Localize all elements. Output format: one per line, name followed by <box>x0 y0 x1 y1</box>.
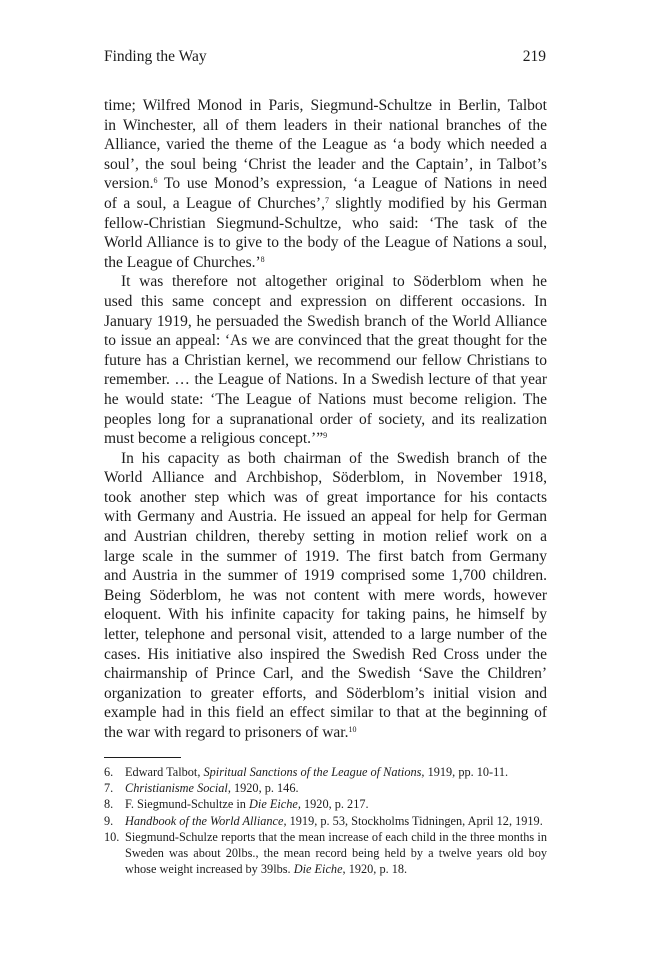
footnote <box>104 829 547 878</box>
text-run: in Winchester, all of them leaders in their national branches of the <box>104 116 547 134</box>
text-run: with Germany and Austria. He issued an appeal for help for German <box>104 508 547 526</box>
body-text <box>104 96 547 743</box>
text-line <box>104 116 547 136</box>
text-run: , 1920, p. 146. <box>227 781 299 796</box>
text-run: cases. His initiative also inspired the Swedish Red Cross under the <box>104 645 547 663</box>
paragraph <box>104 96 547 272</box>
paragraph <box>104 272 547 448</box>
footnote-number: 10. <box>104 829 120 844</box>
italic-title: Handbook of the World Alliance, <box>125 813 287 828</box>
text-run: , 1920, p. 18. <box>342 862 408 877</box>
footnote-ref: 6 <box>153 176 158 186</box>
text-run: chairmanship of Prince Carl, and the Swedish ‘Save the Children’ <box>104 665 547 683</box>
text-run: 1920, p. 217. <box>300 797 369 812</box>
text-run: 1919, p. 53, Stockholms Tidningen, April 12, 1919. <box>286 813 543 828</box>
text-line <box>104 664 547 684</box>
running-head <box>104 47 546 67</box>
text-line <box>104 468 547 488</box>
text-line <box>104 135 547 155</box>
text-run: In his capacity as both chairman of the Swedish branch of the <box>121 449 547 467</box>
footnote-ref: 10 <box>348 725 357 734</box>
text-line <box>104 351 547 371</box>
text-run: remember. … the League of Nations. In a Swedish lecture of that year <box>104 371 547 389</box>
footnote-text <box>125 780 547 796</box>
text-run: he would state: ‘The League of Nations must become religion. The <box>104 390 547 408</box>
footnote-rule <box>104 757 181 758</box>
text-run: large scale in the summer of 1919. The first batch from Germany <box>104 547 547 565</box>
text-run: soul’, the soul being ‘Christ the leader and the Captain’, in Talbot’s <box>104 155 547 173</box>
text-line <box>104 645 547 665</box>
text-line <box>104 96 547 116</box>
text-line <box>104 272 547 292</box>
italic-title: Die Eiche, <box>249 797 301 812</box>
text-run: Siegmund-Schulze reports that the mean increase of each child in the three months in Sweden was about 20lbs., the mean record being held by a twelve years old boy whose weight increased by 39lbs. <box>125 829 547 877</box>
text-run: to issue an appeal: ‘As we are convinced that the great thought for the <box>104 332 547 350</box>
text-line <box>104 312 547 332</box>
italic-title: Spiritual Sanctions of the League of Nations, <box>203 765 425 779</box>
text-run: and Austria in the summer of 1919 comprised some 1,700 children. <box>104 567 547 585</box>
text-line <box>104 547 547 567</box>
footnote-text <box>125 764 547 780</box>
footnote <box>104 780 547 796</box>
text-run: World Alliance is to give to the body of the League of Nations a soul, <box>104 234 547 252</box>
text-run: It was therefore not altogether original to Söderblom when he <box>121 273 547 291</box>
text-line <box>104 292 547 312</box>
text-run: the war with regard to prisoners of war. <box>104 724 349 741</box>
footnote-ref: 8 <box>260 254 265 264</box>
text-run: eloquent. With his infinite capacity for taking pains, he himself by <box>104 606 547 624</box>
footnote <box>104 813 547 829</box>
text-line <box>104 488 547 508</box>
text-run: of a soul, a League of Churches’, <box>104 194 325 212</box>
text-line <box>104 233 547 253</box>
text-run: future has a Christian kernel, we recommend our fellow Christians to <box>104 351 547 369</box>
text-run: fellow-Christian Siegmund-Schultze, who said: ‘The task of the <box>104 214 547 232</box>
text-line <box>104 174 547 194</box>
page-number: 219 <box>522 48 546 65</box>
text-run: peoples long for a supranational order of society, and its realization <box>104 410 547 428</box>
text-run: Edward Talbot, <box>125 765 204 779</box>
running-title: Finding the Way <box>104 48 207 65</box>
footnote-ref: 9 <box>323 431 328 441</box>
footnote-text <box>125 813 547 829</box>
footnotes <box>104 764 547 877</box>
text-run: and Austrian children, thereby setting in motion relief work on a <box>104 528 547 546</box>
text-line <box>104 331 547 351</box>
text-run: took another step which was of great importance for his contacts <box>104 488 547 506</box>
text-line <box>104 586 547 606</box>
text-line <box>104 723 547 743</box>
footnote <box>104 764 547 780</box>
footnote <box>104 796 547 812</box>
text-run: the League of Churches.’ <box>104 253 261 271</box>
text-run: Alliance, varied the theme of the League as ‘a body which needed a <box>104 136 547 154</box>
text-run: time; Wilfred Monod in Paris, Siegmund-Schultze in Berlin, Talbot <box>104 97 547 114</box>
footnote-text <box>125 829 547 878</box>
text-run: To use Monod’s expression, ‘a League of Nations in need <box>157 175 547 193</box>
footnote-text <box>125 796 547 812</box>
text-line <box>104 566 547 586</box>
text-run: used this same concept and expression on different occasions. In <box>104 292 547 310</box>
text-run: must become a religious concept.’” <box>104 430 324 448</box>
text-line <box>104 684 547 704</box>
text-line <box>104 390 547 410</box>
text-run: letter, telephone and personal visit, attended to a large number of the <box>104 626 547 644</box>
text-line <box>104 155 547 175</box>
text-line <box>104 214 547 234</box>
footnote-number: 6. <box>104 765 114 779</box>
footnote-number: 9. <box>104 813 114 828</box>
text-run: example had in this field an effect similar to that at the beginning of <box>104 704 547 722</box>
text-line <box>104 429 547 449</box>
footnote-ref: 7 <box>324 195 329 205</box>
text-run: version. <box>104 175 154 193</box>
text-run: Being Söderblom, he was not content with mere words, however <box>104 586 547 604</box>
italic-title: Die Eiche <box>293 862 343 877</box>
italic-title: Christianisme Social <box>125 781 228 796</box>
text-line <box>104 605 547 625</box>
text-line <box>104 410 547 430</box>
text-line <box>104 370 547 390</box>
text-run: slightly modified by his German <box>328 194 547 212</box>
text-line <box>104 194 547 214</box>
text-line <box>104 253 547 273</box>
text-line <box>104 507 547 527</box>
text-run: World Alliance and Archbishop, Söderblom, in November 1918, <box>104 469 547 487</box>
text-run: F. Siegmund-Schultze in <box>125 797 250 812</box>
paragraph <box>104 449 547 743</box>
text-line <box>104 625 547 645</box>
text-run: 1919, pp. 10-11. <box>424 765 509 779</box>
text-run: organization to greater efforts, and Söderblom’s initial vision and <box>104 684 547 702</box>
text-line <box>104 449 547 469</box>
text-run: January 1919, he persuaded the Swedish branch of the World Alliance <box>104 312 547 330</box>
footnote-number: 7. <box>104 781 114 796</box>
footnote-number: 8. <box>104 797 114 812</box>
text-line <box>104 527 547 547</box>
text-line <box>104 703 547 723</box>
